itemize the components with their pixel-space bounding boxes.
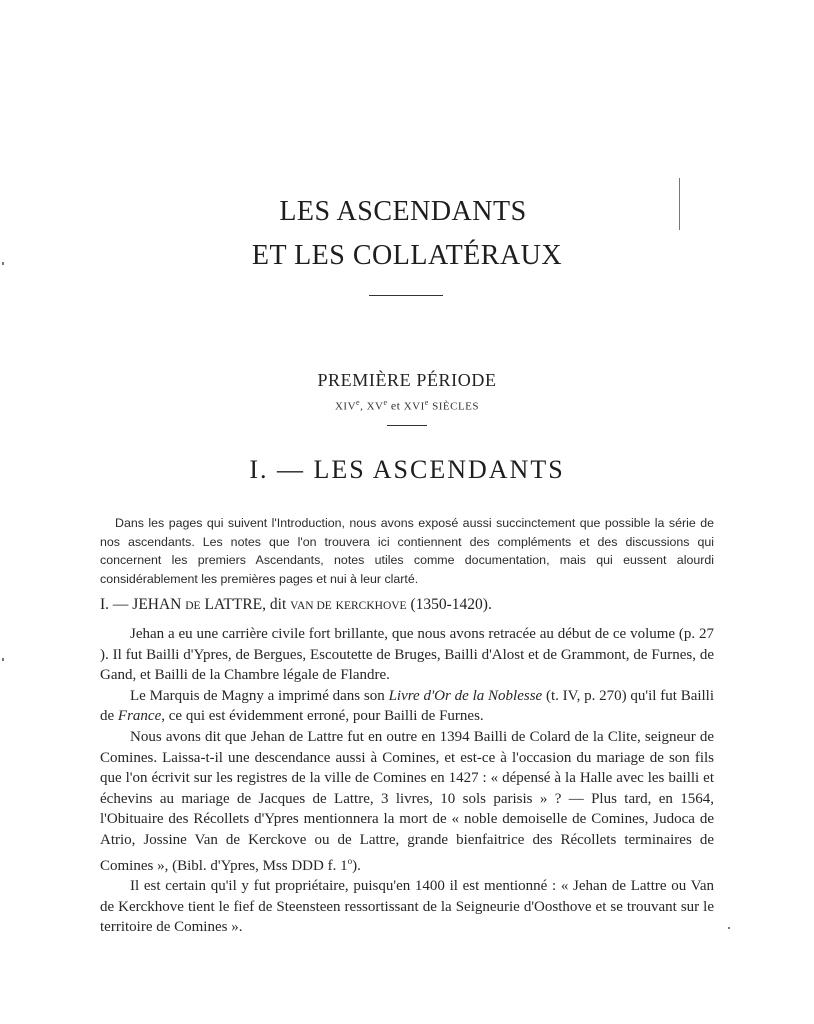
century-16: XVI xyxy=(403,400,425,413)
p2-book-title: Livre d'Or de la Noblesse xyxy=(388,687,543,704)
scan-margin-mark xyxy=(728,927,730,929)
century-14: XIV xyxy=(334,400,357,413)
period-centuries xyxy=(0,398,814,414)
main-title-line-2: ET LES COLLATÉRAUX xyxy=(251,240,563,271)
scan-margin-mark xyxy=(2,262,4,265)
p2-text-e: , ce qui est évidemment erroné, pour Bailli de Furnes. xyxy=(161,708,484,725)
period-title: PREMIÈRE PÉRIODE xyxy=(317,370,497,390)
heading-van-de: VAN DE xyxy=(290,600,332,612)
entry-heading xyxy=(100,596,714,614)
p3-sup: o xyxy=(347,855,353,866)
heading-name: LATTRE, dit xyxy=(204,596,287,613)
paragraph-1: Jehan a eu une carrière civile fort brillante, que nous avons retracée au début de ce volume (p. 27 ). Il fut Bailli d'Ypres, de Bergues, Escoutette de Bruges, Bailli d'Alost et de Grammont, de Furnes, de Gand, et Bailli de la Chambre légale de Flandre. xyxy=(100,626,714,684)
paragraph-4: Il est certain qu'il y fut propriétaire, puisqu'en 1400 il est mentionné : « Jehan de Lattre ou Van de Kerckhove tient le fief de Steensteen ressortissant de la Seigneurie d'Oosthove et se trouvant sur le territoire de Comines ». xyxy=(100,878,714,936)
century-15: XV xyxy=(366,400,384,413)
p2-text-a: Le Marquis de Magny a imprimé dans son xyxy=(130,687,385,704)
century-sup: e xyxy=(424,398,429,407)
body-text xyxy=(100,624,714,938)
centuries-label: SIÈCLES xyxy=(432,400,480,413)
title-rule xyxy=(369,295,443,296)
main-title-line-1: LES ASCENDANTS xyxy=(279,196,527,227)
heading-kerckhove: KERCKHOVE xyxy=(335,600,407,612)
century-sup: e xyxy=(383,398,388,407)
century-sep: , xyxy=(360,400,364,413)
century-sup: e xyxy=(356,398,361,407)
scan-margin-mark xyxy=(2,658,4,661)
century-and: et xyxy=(390,398,401,413)
scan-margin-mark xyxy=(679,178,680,230)
intro-text: Dans les pages qui suivent l'Introduction, nous avons exposé aussi succinctement que possible la série de nos ascendants. Les notes que l'on trouvera ici contiennent des compléments et des discussions qui concernent les premiers Ascendants, notes utiles comme documentation, mais qui eussent alourdi considérablement les premières pages et nui à leur clarté. xyxy=(100,516,714,586)
section-title: I. — LES ASCENDANTS xyxy=(249,455,565,484)
intro-paragraph xyxy=(100,514,714,588)
p2-france: France xyxy=(117,708,162,725)
heading-prefix: I. — JEHAN xyxy=(100,596,182,613)
period-rule xyxy=(387,425,427,426)
heading-dates: (1350-1420). xyxy=(410,596,492,613)
p3-end: ). xyxy=(352,857,361,874)
heading-de: DE xyxy=(185,600,201,612)
p2-text-c: (t. IV, p. 270) qu'il fut Bailli de xyxy=(100,687,715,725)
paragraph-2 xyxy=(100,686,714,727)
p3-text: Nous avons dit que Jehan de Lattre fut en outre en 1394 Bailli de Colard de la Clite, seigneur de Comines. Laissa-t-il une descendance aussi à Comines, et est-ce à l'occasion du mariage de son fils que l'on écrivit sur les registres de la ville de Comines en 1427 : « dépensé à la Halle avec les bailli et échevins au mariage de Jacques de Lattre, 3 livres, 10 sols parisis » ? — Plus tard, en 1564, l'Obituaire des Récollets d'Ypres mentionnera la mort de « noble demoiselle de Comines, Judoca de Atrio, Jossine Van de Kerckove ou de Lattre, grande bienfaitrice des Récollets terminaires de Comines », (Bibl. d'Ypres, Mss DDD f. 1 xyxy=(100,728,714,874)
paragraph-3 xyxy=(100,727,714,876)
